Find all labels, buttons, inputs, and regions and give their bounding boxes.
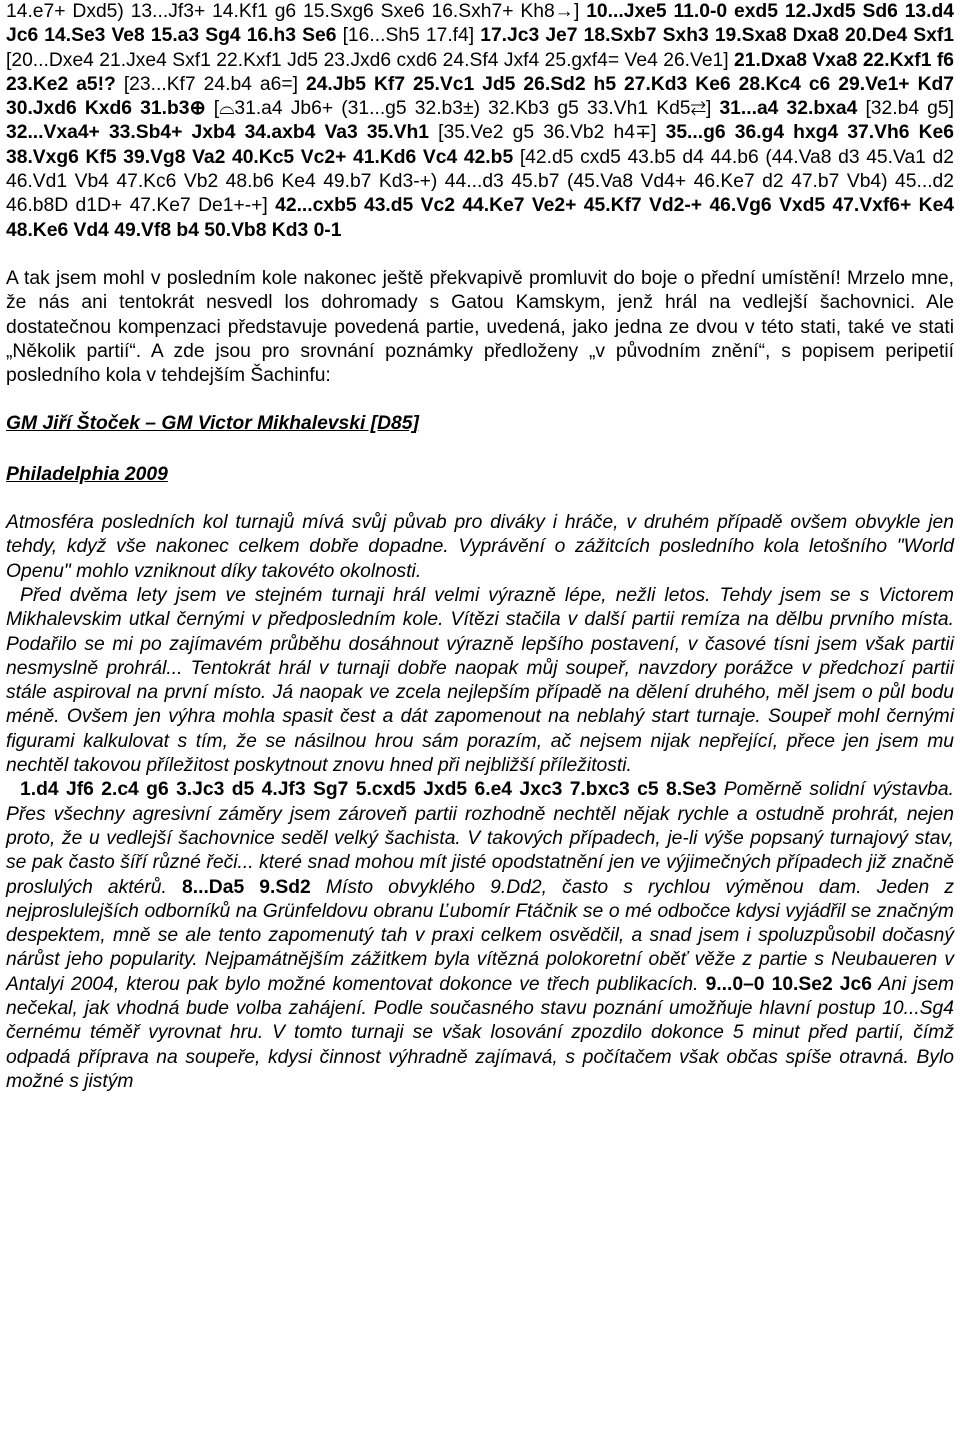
- main-line-text: Ke4 48.Ke6 Vd4 49.Vf8 b4 50.Vb8 Kd3 0-1: [6, 195, 955, 241]
- main-line-text: 32.bxa4: [786, 98, 866, 120]
- main-line-text: 24.Jb5 Kf7 25.Vc1 Jd5 26.Sd2 h5 27.Kd3 Ke6 28.Kc4 c6 29.Ve1+ Kd7: [305, 73, 954, 95]
- main-line-text: 21.Dxa8 Vxa8 22.Kxf1 f6 23.Ke2 a5!?: [6, 49, 954, 95]
- move-comment: Ani jsem nečekal, jak vhodná bude volba zahájení. Podle současného stavu poznání umožňuje hlavní postup 10...Sg4 černému téměř vyrovnat hru. V tomto turnaji se však losování zpozdilo dokonce 5 minut před partií, čímž odpadá příprava na soupeře, kdysi činnost výhradně zajímavá, s počítačem však občas spíše otravná. Bylo možné s jistým: [6, 973, 955, 1092]
- commentary-paragraph: Atmosféra posledních kol turnajů mívá svůj půvab pro diváky i hráče, v druhém případě ovšem obvykle jen tehdy, když vše nakonec celkem dobře dopadne. Vyprávění o zážitcích posledního kola letošního "World Openu" mohlo vzniknout díky takovéto okolnosti.: [6, 512, 954, 582]
- intro-paragraph: A tak jsem mohl v posledním kole nakonec ještě překvapivě promluvit do boje o přední umístění! Mrzelo mne, že nás ani tentokrát nesvedl los dohromady s Gatou Kamskym, jenž hrál na vedlejší šachovnici. Ale dostatečnou kompenzaci představuje povedená partie, uvedená, jako jedna ze dvou v této stati, také ve stati „Několik partií“. A zde jsou pro srovnání poznámky předloženy „v původním znění“, s popisem peripetií posledního kola v tehdejším Šachinfu:: [6, 267, 954, 387]
- annotation-paragraph: [6, 0, 954, 243]
- variation-text: [16...Sh5 17.f4]: [336, 25, 481, 47]
- variation-text: [23...Kf7: [115, 73, 196, 95]
- event-heading: Philadelphia 2009: [6, 463, 168, 485]
- move-sequence: 9...0–0 10.Se2 Jc6: [705, 973, 872, 995]
- move-sequence: 1.d4 Jf6 2.c4 g6 3.Jc3 d5 4.Jf3 Sg7 5.cxd5 Jxd5 6.e4 Jxc3 7.bxc3 c5 8.Se3: [20, 779, 717, 801]
- move-comment: Poměrně solidní výstavba. Přes všechny agresivní záměry jsem zároveň partii rozhodně nechtěl nějak rychle a ostudně prohrát, nejen proto, že u vedlejší šachovnice seděl velký šachista. V takových případech, je-li výše popsaný turnajový stav, se pak často šíří různé řeči... které snad mohou mít jisté opodstatnění jen ve výjimečných případech již značně proslulých aktérů.: [6, 779, 954, 898]
- variation-text: [⌓31.a4 Jb6+ (31...g5 32.b3±) 32.Kb3 g5 33.Vh1 Kd5⇄]: [213, 98, 720, 120]
- main-line-text: 17.Jc3 Je7: [480, 25, 578, 47]
- variation-text: 24.b4 a6=]: [203, 73, 306, 95]
- variation-text: Ke4 49.b7 Kd3-+) 44...d3 45.b7 (45.Va8 Vd4+ 46.Ke7 d2 47.b7 Vb4) 45...d2 46.b8D d1D+: [6, 171, 955, 217]
- variation-text: cxd6 24.Sf4 Jxf4 25.gxf4= Ve4 26.Ve1]: [396, 49, 735, 71]
- move-comment: Místo obvyklého 9.Dd2, často s rychlou výměnou dam. Jeden z nejproslulejších odborníků na Grünfeldovu obranu Ľubomír Ftáčnik se o mé odbočce kdysi vyjádřil se značným despektem, mně se ale tento zapomenutý tah v praxi celkem osvědčil, a snad jsem i spoluzpůsobil dočasný nárůst jeho popularity. Nejpamátnějším zážitkem byla vítězná polokoretní oběť věže z partie s Neubaueren v Antalyi 2004, kterou pak bylo možné komentovat dokonce ve třech publikacích.: [6, 876, 955, 995]
- main-line-text: 12.Jxd5 Sd6 13.d4 Jc6 14.Se3 Ve8 15.a3 Sg4 16.h3 Se6: [6, 1, 955, 47]
- variation-text: [35.Ve2 g5 36.Vb2: [429, 122, 605, 144]
- main-line-text: 18.Sxb7 Sxh3 19.Sxa8 Dxa8 20.De4 Sxf1: [583, 25, 955, 47]
- variation-text: [42.d5 cxd5 43.b5 d4 44.b6 (44.Va8 d3 45.Va1 d2 46.Vd1 Vb4 47.Kc6 Vb2 48.b6: [6, 146, 954, 193]
- main-line-text: 31...a4: [719, 98, 779, 120]
- commentary-paragraph: Před dvěma lety jsem ve stejném turnaji hrál velmi výrazně lépe, nežli letos. Tehdy jsem se s Victorem Mikhalevskim utkal černými v předposledním kole. Vítězi stačila v další partii remíza na dělbu prvního místa. Podařilo se mi po zajímavém průběhu dosáhnout výrazně lepšího postavení, v časové tísni jsem však partii nesmyslně prohrál... Tentokrát hrál v turnaji dobře naopak můj soupeř, navzdory porážce v předchozí partii stále aspiroval na první místo. Já naopak ve zcela nejlepším případě na dělení druhého, měl jsem o půl bodu méně. Ovšem jen výhra mohla spasit čest a dát zapomenout na neblahý start turnaje. Soupeř mohl černými figurami kalkulovat s tím, že se násilnou hrou sám porazím, ač nejsem nijak nepřející, přece jen jsem mu nechtěl takovou příležitost poskytnout znovu hned při nejbližší příležitosti.: [6, 584, 954, 777]
- variation-text: 47.Ke7 De1+-+]: [129, 195, 276, 217]
- main-line-text: 35...g6 36.g4 hxg4 37.Vh6 Ke6 38.Vxg6 Kf5 39.Vg8 Va2 40.Kc5 Vc2+ 41.Kd6 Vc4: [6, 122, 954, 168]
- main-line-text: 42...cxb5 43.d5 Vc2 44.Ke7 Ve2+ 45.Kf7 Vd2-+ 46.Vg6 Vxd5 47.Vxf6+: [275, 195, 912, 217]
- game-commentary: [6, 778, 954, 1094]
- game-heading: GM Jiří Štoček – GM Victor Mikhalevski [D85]: [6, 413, 419, 435]
- variation-text: h4∓]: [613, 122, 666, 144]
- main-line-text: 32...Vxa4+ 33.Sb4+ Jxb4 34.axb4 Va3 35.Vh1: [6, 122, 429, 144]
- variation-text: [32.b4 g5]: [865, 98, 954, 120]
- main-line-text: 30.Jxd6 Kxd6 31.b3⊕: [6, 98, 214, 120]
- main-line-text: 10...Jxe5 11.0-0 exd5: [586, 1, 778, 22]
- move-sequence: 8...Da5 9.Sd2: [182, 876, 311, 898]
- main-line-text: 42.b5: [463, 146, 514, 168]
- variation-text: 14.e7+ Dxd5) 13...Jf3+ 14.Kf1 g6 15.Sxg6 Sxe6 16.Sxh7+ Kh8→]: [6, 1, 587, 22]
- variation-text: [20...Dxe4 21.Jxe4 Sxf1 22.Kxf1 Jd5 23.Jxd6: [6, 49, 392, 71]
